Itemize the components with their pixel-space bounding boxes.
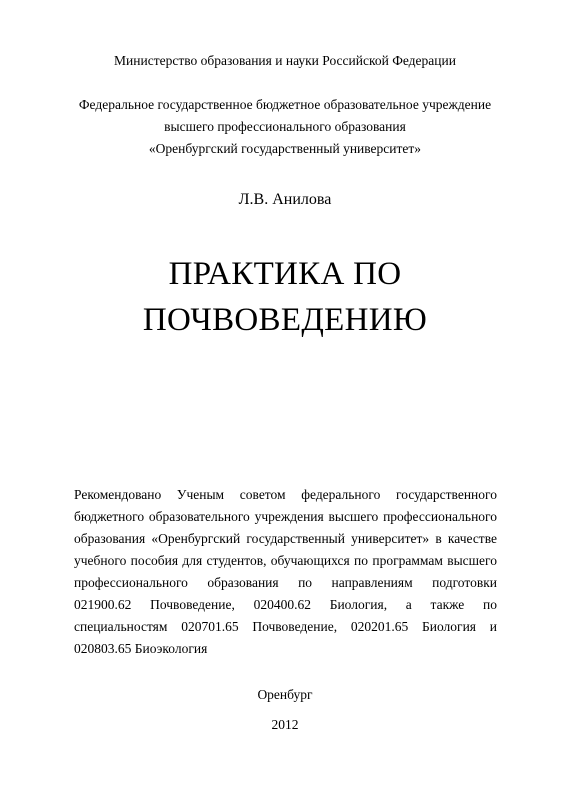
institution-line-1: Федеральное государственное бюджетное образовательное учреждение xyxy=(78,97,492,112)
institution-block xyxy=(0,94,570,160)
publication-city: Оренбург xyxy=(257,687,313,702)
recommendation-paragraph xyxy=(74,484,497,660)
author-name: Л.В. Анилова xyxy=(238,191,332,208)
recommendation-line: образования «Оренбургский государственный университет» в качестве xyxy=(74,531,497,546)
recommendation-line: учебного пособия для студентов, обучающихся по программам высшего xyxy=(74,553,497,568)
book-title xyxy=(0,251,570,343)
publication-year: 2012 xyxy=(271,717,299,732)
recommendation-line: 021900.62 Почвоведение, 020400.62 Биология, а также по xyxy=(74,597,497,612)
recommendation-line: Рекомендовано Ученым советом федерального государственного xyxy=(74,487,497,502)
title-line-2: ПОЧВОВЕДЕНИЮ xyxy=(142,302,428,338)
title-line-1: ПРАКТИКА ПО xyxy=(168,256,402,292)
recommendation-line: 020803.65 Биоэкология xyxy=(74,641,208,656)
institution-line-2: высшего профессионального образования xyxy=(164,119,406,134)
recommendation-line: профессионального образования по направлениям подготовки xyxy=(74,575,497,590)
ministry-line: Министерство образования и науки Российской Федерации xyxy=(114,53,456,68)
recommendation-line: специальностям 020701.65 Почвоведение, 020201.65 Биология и xyxy=(74,619,497,634)
recommendation-line: бюджетного образовательного учреждения высшего профессионального xyxy=(74,509,497,524)
institution-line-3: «Оренбургский государственный университет» xyxy=(148,141,422,156)
